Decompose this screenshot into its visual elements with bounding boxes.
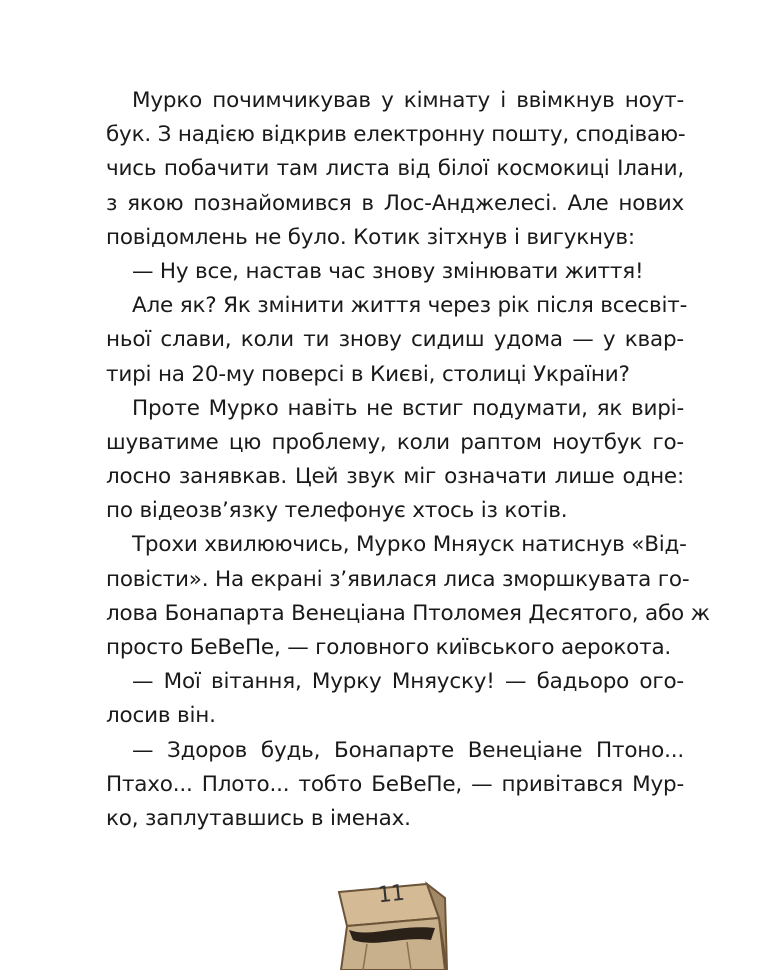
- text-line: бук. З надією відкрив електронну пошту, сподіваю-: [106, 122, 686, 148]
- text-line: — Ну все, настав час знову змінювати життя!: [132, 258, 644, 284]
- text-line: Мурко почимчикував у кімнату і ввімкнув ноут-: [132, 88, 684, 113]
- text-line: Трохи хвилюючись, Мурко Мняуск натиснув «Від-: [132, 532, 687, 558]
- page-number: 11: [376, 880, 406, 909]
- text-line: тирі на 20-му поверсі в Києві, столиці України?: [106, 361, 630, 387]
- text-line: ко, заплутавшись в іменах.: [106, 805, 411, 831]
- text-line: лова Бонапарта Венеціана Птоломея Десятого, або ж: [106, 600, 710, 626]
- text-line: — Здоров будь, Бонапарте Венеціане Птоно...: [132, 737, 684, 763]
- text-line: просто БеВеПе, — головного київського аерокота.: [106, 635, 672, 660]
- story-text: [106, 84, 710, 836]
- text-line: повідомлень не було. Котик зітхнув і вигукнув:: [106, 224, 635, 250]
- text-line: — Мої вітання, Мурку Мняуску! — бадьоро ого-: [132, 669, 684, 695]
- text-line: Але як? Як змінити життя через рік після всесвіт-: [132, 293, 688, 319]
- text-line: лосно занявкав. Цей звук міг означати лише одне:: [106, 464, 684, 490]
- text-line: повісти». На екрані з’явилася лиса зморшкувата го-: [106, 566, 690, 592]
- paper-bag-icon: [327, 878, 451, 970]
- text-line: з якою познайомився в Лос-Анджелесі. Але нових: [106, 190, 684, 216]
- text-line: чись побачити там листа від білої космокиці Ілани,: [106, 156, 684, 182]
- text-line: лосив він.: [106, 703, 216, 729]
- text-line: по відеозв’язку телефонує хтось із котів.: [106, 498, 568, 524]
- text-line: Птахо... Плото... тобто БеВеПе, — привітався Мур-: [106, 771, 684, 797]
- text-line: шуватиме цю проблему, коли раптом ноутбук го-: [106, 429, 684, 455]
- text-line: ньої слави, коли ти знову сидиш удома — у квар-: [106, 327, 684, 353]
- text-line: Проте Мурко навіть не встиг подумати, як вирі-: [132, 395, 684, 421]
